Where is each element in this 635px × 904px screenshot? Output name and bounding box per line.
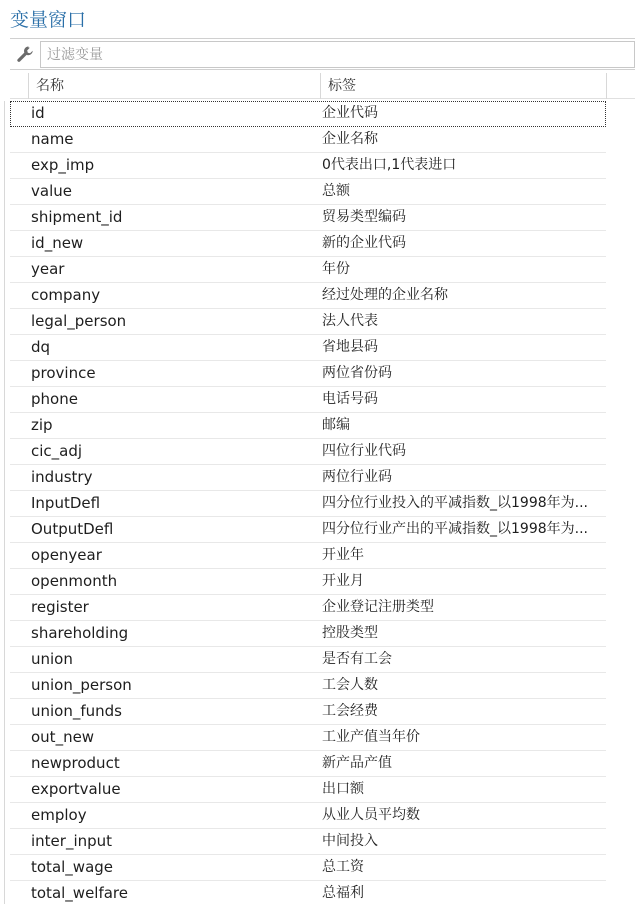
wrench-icon[interactable] <box>14 43 36 65</box>
row-gutter <box>4 803 8 829</box>
row-gutter <box>4 621 8 647</box>
variable-label: 四位行业代码 <box>322 443 406 459</box>
variable-row[interactable] <box>0 595 635 621</box>
row-gutter <box>4 205 8 231</box>
table-header <box>10 73 635 99</box>
variable-label: 新的企业代码 <box>322 235 406 251</box>
variable-label: 0代表出口,1代表进口 <box>322 157 457 173</box>
variable-name: OutputDefl <box>31 520 114 538</box>
row-gutter <box>4 517 8 543</box>
variable-row[interactable] <box>0 569 635 595</box>
variable-label: 从业人员平均数 <box>322 807 420 823</box>
variable-name: name <box>31 130 74 148</box>
variable-name: exp_imp <box>31 156 95 174</box>
variable-name: zip <box>31 416 53 434</box>
variable-name: phone <box>31 390 78 408</box>
variable-label: 四分位行业投入的平减指数_以1998年为... <box>322 495 588 511</box>
variable-row[interactable] <box>0 361 635 387</box>
variable-name: cic_adj <box>31 442 83 460</box>
variable-label: 开业月 <box>322 573 364 589</box>
variable-row[interactable] <box>0 335 635 361</box>
variable-label: 企业代码 <box>322 105 378 121</box>
row-gutter <box>4 699 8 725</box>
variable-label: 省地县码 <box>322 339 378 355</box>
variable-row[interactable] <box>0 751 635 777</box>
variable-row[interactable] <box>0 725 635 751</box>
row-gutter <box>4 751 8 777</box>
variable-name: openmonth <box>31 572 118 590</box>
row-gutter <box>4 283 8 309</box>
row-gutter <box>4 829 8 855</box>
variable-name: exportvalue <box>31 780 121 798</box>
variable-name: shipment_id <box>31 208 123 226</box>
variable-row[interactable] <box>0 127 635 153</box>
variable-row[interactable] <box>0 517 635 543</box>
row-gutter <box>4 647 8 673</box>
variable-name: InputDefl <box>31 494 101 512</box>
variable-name: industry <box>31 468 93 486</box>
row-gutter <box>4 413 8 439</box>
variable-label: 总福利 <box>322 885 364 901</box>
variable-name: legal_person <box>31 312 127 330</box>
variable-row[interactable] <box>0 803 635 829</box>
row-gutter <box>4 101 8 127</box>
variable-name: shareholding <box>31 624 129 642</box>
variable-row[interactable] <box>0 699 635 725</box>
variable-row[interactable] <box>0 101 635 127</box>
row-gutter <box>4 543 8 569</box>
variable-row[interactable] <box>0 647 635 673</box>
variable-name: province <box>31 364 96 382</box>
variable-row[interactable] <box>0 543 635 569</box>
row-gutter <box>4 777 8 803</box>
variable-row[interactable] <box>0 777 635 803</box>
variable-label: 新产品产值 <box>322 755 392 771</box>
variable-name: out_new <box>31 728 95 746</box>
row-gutter <box>4 179 8 205</box>
variable-label: 邮编 <box>322 417 350 433</box>
column-divider <box>606 73 607 99</box>
variable-name: year <box>31 260 65 278</box>
row-gutter <box>4 491 8 517</box>
variable-name: openyear <box>31 546 102 564</box>
variable-row[interactable] <box>0 621 635 647</box>
variable-label: 企业名称 <box>322 131 378 147</box>
variable-row[interactable] <box>0 309 635 335</box>
variable-row[interactable] <box>0 413 635 439</box>
variable-name: company <box>31 286 101 304</box>
variable-label: 工会经费 <box>322 703 378 719</box>
variable-label: 是否有工会 <box>322 651 392 667</box>
variable-label: 工会人数 <box>322 677 378 693</box>
variable-name: value <box>31 182 72 200</box>
variable-row[interactable] <box>0 153 635 179</box>
variable-label: 法人代表 <box>322 313 378 329</box>
row-gutter <box>4 361 8 387</box>
variable-row[interactable] <box>0 829 635 855</box>
variable-row[interactable] <box>0 387 635 413</box>
variable-label: 控股类型 <box>322 625 378 641</box>
row-gutter <box>4 881 8 904</box>
row-gutter <box>4 855 8 881</box>
row-gutter <box>4 439 8 465</box>
row-gutter <box>4 673 8 699</box>
variable-label: 企业登记注册类型 <box>322 599 434 615</box>
variable-row[interactable] <box>0 881 635 904</box>
variable-name: id <box>31 104 45 122</box>
variable-name: inter_input <box>31 832 113 850</box>
variable-row[interactable] <box>0 673 635 699</box>
variable-name: union_funds <box>31 702 122 720</box>
variable-name: total_wage <box>31 858 114 876</box>
variable-name: register <box>31 598 89 616</box>
row-gutter <box>4 309 8 335</box>
column-header-name[interactable]: 名称 <box>28 73 320 99</box>
variable-row[interactable] <box>0 439 635 465</box>
variable-row[interactable] <box>0 283 635 309</box>
variable-label: 经过处理的企业名称 <box>322 287 448 303</box>
row-gutter <box>4 153 8 179</box>
variable-label: 总工资 <box>322 859 364 875</box>
variable-name: dq <box>31 338 51 356</box>
row-gutter <box>4 595 8 621</box>
window-title: 变量窗口 <box>10 9 87 31</box>
variable-name: employ <box>31 806 87 824</box>
variable-name: newproduct <box>31 754 120 772</box>
row-gutter <box>4 569 8 595</box>
variable-label: 两位行业码 <box>322 469 392 485</box>
row-gutter <box>4 335 8 361</box>
variable-row[interactable] <box>0 257 635 283</box>
filter-bar <box>10 38 635 70</box>
variable-row[interactable] <box>0 231 635 257</box>
variable-label: 年份 <box>322 261 350 277</box>
variable-label: 两位省份码 <box>322 365 392 381</box>
variable-list <box>0 101 635 904</box>
row-gutter <box>4 127 8 153</box>
variable-label: 出口额 <box>322 781 364 797</box>
row-gutter <box>4 725 8 751</box>
variable-row[interactable] <box>0 491 635 517</box>
row-gutter <box>4 387 8 413</box>
column-header-label[interactable]: 标签 <box>320 73 606 99</box>
variable-label: 中间投入 <box>322 833 378 849</box>
row-gutter <box>4 231 8 257</box>
variable-row[interactable] <box>0 179 635 205</box>
variable-label: 总额 <box>322 183 350 199</box>
variable-label: 工业产值当年价 <box>322 729 420 745</box>
variable-name: union_person <box>31 676 132 694</box>
variable-name: union <box>31 650 73 668</box>
variable-label: 电话号码 <box>322 391 378 407</box>
variable-row[interactable] <box>0 855 635 881</box>
variable-label: 贸易类型编码 <box>322 209 406 225</box>
row-gutter <box>4 257 8 283</box>
variable-name: id_new <box>31 234 84 252</box>
variable-name: total_welfare <box>31 884 129 902</box>
variable-label: 四分位行业产出的平减指数_以1998年为... <box>322 521 588 537</box>
row-gutter <box>4 465 8 491</box>
variable-label: 开业年 <box>322 547 364 563</box>
variable-row[interactable] <box>0 465 635 491</box>
filter-variables-input[interactable] <box>40 41 635 68</box>
variable-row[interactable] <box>0 205 635 231</box>
